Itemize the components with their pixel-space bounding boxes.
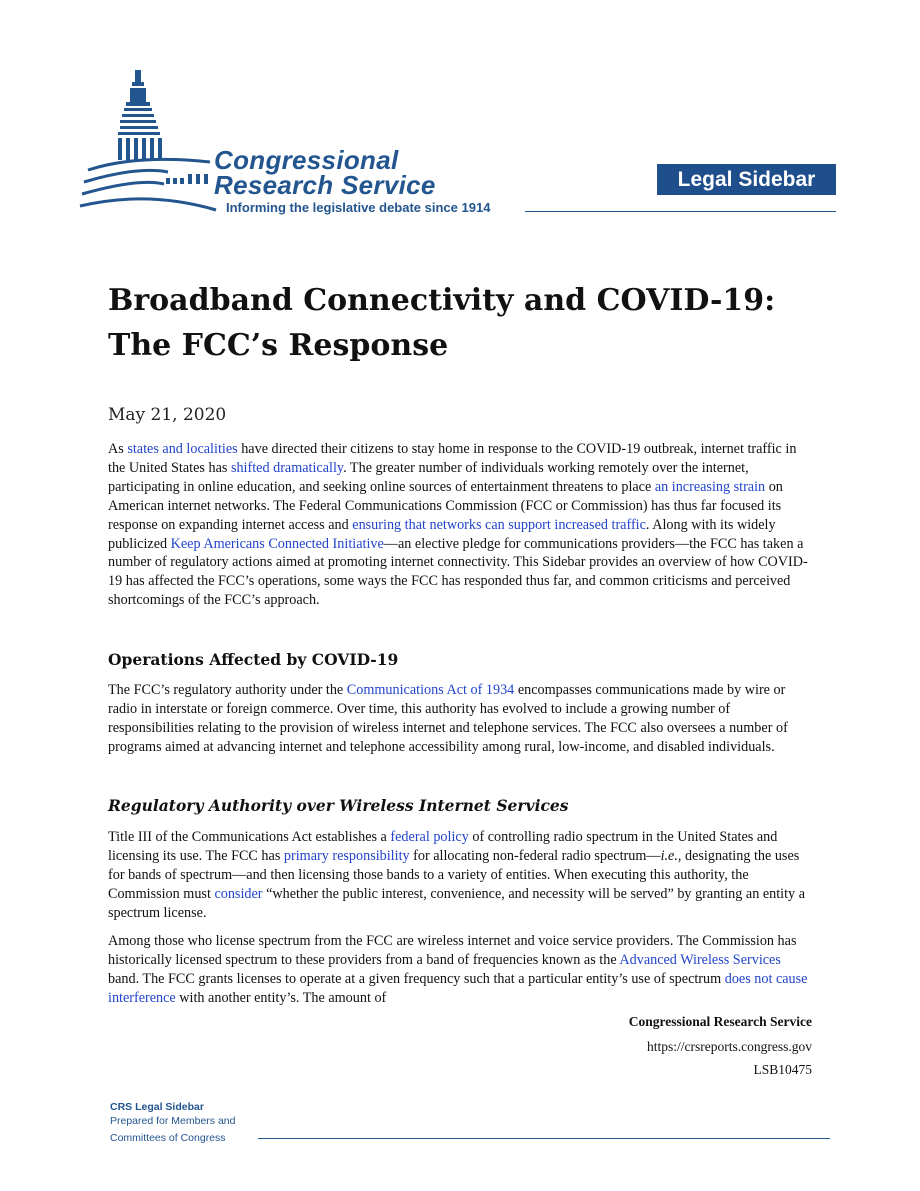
link-primary-responsibility[interactable]: primary responsibility [283,847,410,864]
footer-sidebar-label: CRS Legal Sidebar [110,1101,204,1113]
link-keep-americans-connected[interactable]: Keep Americans Connected Initiative [170,535,384,552]
intro-paragraph: As states and localities have directed their citizens to stay home in response to the COVID-19 outbreak, internet traffic in the United States has shifted dramatically. The greater number of individuals working remotely over the internet, participating in online education, and seeking online sources of entertainment threatens to place an increasing strain on American internet networks. The Federal Communications Commission (FCC or Commission) has thus far focused its response on expanding internet access and ensuring that networks can support increased traffic. Along with its widely publicized Keep Americans Connected Initiative—an elective pledge for communications providers—the FCC has taken a number of regulatory actions aimed at promoting internet connectivity. This Sidebar provides an overview of how COVID-19 has affected the FCC’s operations, some ways the FCC has responded thus far, and common criticisms and perceived shortcomings of the FCC’s approach. [108,441,808,609]
link-does-not-cause-interference[interactable]: does not cause interference [108,970,808,1006]
footer-org-name: Congressional Research Service [628,1014,812,1029]
footer-prepared-for: Prepared for Members and [110,1115,236,1127]
org-name-line2: Research Service [214,170,436,200]
page-title [108,278,828,368]
heading-regulatory-authority: Regulatory Authority over Wireless Internet Services [108,796,569,815]
regulatory-paragraph: Title III of the Communications Act establishes a federal policy of controlling radio spectrum in the United States and licensing its use. The FCC has primary responsibility for allocating non-federal radio spectrum—i.e., designating the uses for bands of spectrum—and then licensing those bands to a variety of entities. When executing this authority, the Commission must consider “whether the public interest, convenience, and necessity will be served” by granting an entity a spectrum license. [108,829,805,921]
title-line-1: Broadband Connectivity and COVID-19: [108,283,776,318]
operations-paragraph: The FCC’s regulatory authority under the Communications Act of 1934 encompasses communications made by wire or radio in interstate or foreign commerce. Over time, this authority has evolved to include a growing number of responsibilities relating to the provision of wireless internet and telephone services. The FCC also oversees a number of programs aimed at advancing internet and telephone accessibility among rural, low-income, and disabled individuals. [108,682,788,755]
link-federal-policy[interactable]: federal policy [390,829,469,845]
link-communications-act[interactable]: Communications Act of 1934 [346,682,515,698]
publication-date: May 21, 2020 [108,405,227,425]
link-consider[interactable]: consider [214,885,263,902]
spectrum-paragraph: Among those who license spectrum from the FCC are wireless internet and voice service providers. The Commission has historically licensed spectrum to these providers from a band of frequencies known as the Advanced Wireless Services band. The FCC grants licenses to operate at a given frequency such that a particular entity’s use of spectrum does not cause interference with another entity’s. The amount of [108,933,808,1006]
footer-committees: Committees of Congress [110,1132,226,1144]
link-ensuring-networks[interactable]: ensuring that networks can support increased traffic [352,516,646,533]
link-advanced-wireless-services[interactable]: Advanced Wireless Services [619,951,781,968]
org-name-line1: Congressional [214,145,399,175]
link-states-localities[interactable]: states and localities [127,441,238,457]
org-tagline: Informing the legislative debate since 1914 [226,200,491,215]
tagline-rule [525,211,836,212]
heading-operations: Operations Affected by COVID-19 [108,650,399,669]
link-shifted-dramatically[interactable]: shifted dramatically [230,459,344,476]
legal-sidebar-badge: Legal Sidebar [657,164,836,195]
link-increasing-strain[interactable]: an increasing strain [654,478,766,495]
footer-url[interactable]: https://crsreports.congress.gov [647,1039,812,1054]
footer-report-code: LSB10475 [753,1062,812,1077]
title-line-2: The FCC’s Response [108,328,449,363]
capitol-dome-logo-icon [78,62,218,217]
footer-rule [258,1138,830,1139]
